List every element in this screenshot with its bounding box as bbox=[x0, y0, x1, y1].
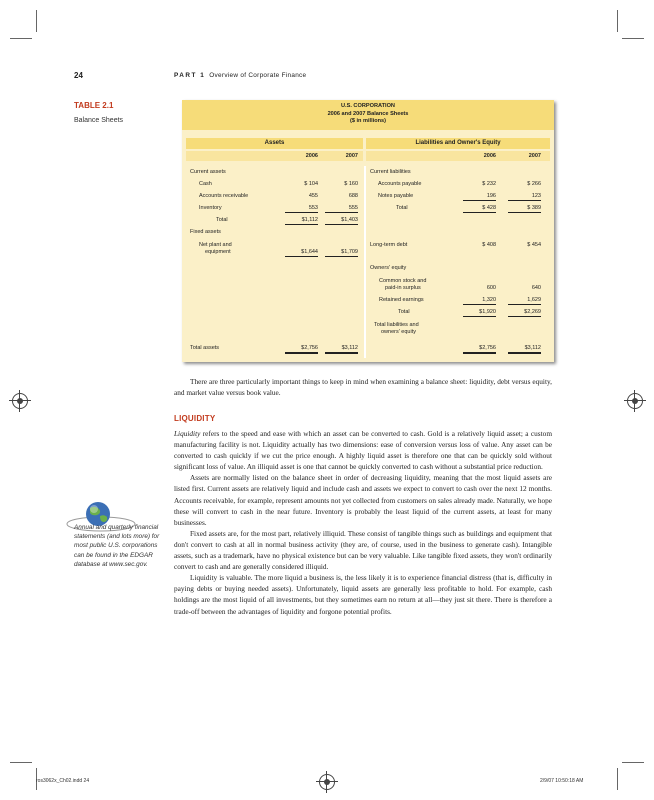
table-title-subtitle: 2006 and 2007 Balance Sheets bbox=[327, 110, 409, 117]
net-plant-label: equipment bbox=[205, 249, 231, 255]
notes-2006: 196 bbox=[463, 193, 496, 201]
term-liquidity: Liquidity bbox=[174, 429, 201, 438]
current-assets-label: Current assets bbox=[190, 169, 226, 175]
net-plant-2007: $1,709 bbox=[325, 249, 358, 257]
total-current-liabilities-label: Total bbox=[396, 205, 408, 211]
current-liabilities-label: Current liabilities bbox=[370, 169, 411, 175]
paragraph: Assets are normally listed on the balance sheet in order of decreasing liquidity, meaning that the most liquid assets are listed first. Current assets are relatively liquid and include cash and assets we expect to convert to cash over the next 12 months. Accounts receivable, for example, represent amounts not yet collected from customers on sales already made. Naturally, we hope these will convert to cash in the near future. Inventory is probably the least liquid of the current assets, at least for many businesses. bbox=[174, 473, 552, 527]
total-le-2007: $3,112 bbox=[508, 345, 541, 354]
total-le-2006: $2,756 bbox=[463, 345, 496, 354]
total-current-liabilities-2007: $ 389 bbox=[508, 205, 541, 213]
owners-equity-label: Owners' equity bbox=[370, 265, 407, 271]
net-plant-label: Net plant and bbox=[199, 242, 232, 248]
part-label: PART 1 bbox=[174, 72, 206, 79]
retained-earnings-2007: 1,629 bbox=[508, 297, 541, 305]
total-assets-2007: $3,112 bbox=[325, 345, 358, 354]
year-header: 2006 bbox=[305, 153, 318, 159]
paragraph-text: refers to the speed and ease with which an asset can be converted to cash. Gold is a relatively liquid asset; a custom manufacturing facility is not. Liquidity actually has two dimensions: ease of conversion versus loss of value. Any asset can be converted to cash quickly if we cut the price enough. A highly liquid asset is therefore one that can be quickly sold without significant loss of value. An illiquid asset is one that cannot be quickly converted to cash without a substantial price reduction. bbox=[174, 429, 552, 472]
long-term-debt-label: Long-term debt bbox=[370, 242, 408, 248]
running-head bbox=[174, 72, 306, 79]
crop-mark bbox=[622, 762, 644, 763]
crop-mark bbox=[36, 10, 37, 32]
paragraph bbox=[174, 428, 552, 472]
page-number: 24 bbox=[74, 71, 83, 80]
crop-mark bbox=[617, 768, 618, 790]
cash-label: Cash bbox=[199, 181, 212, 187]
paragraph: Fixed assets are, for the most part, relatively illiquid. These consist of tangible things such as buildings and equipment that don't convert to cash at all in normal business activity (they are, of course, used in the business to generate cash). Intangible assets, such as a trademark, have no physical existence but can be very valuable. Like tangible fixed assets, they won't ordinarily convert to cash and are generally considered illiquid. bbox=[174, 528, 552, 572]
inventory-2007: 555 bbox=[325, 205, 358, 213]
payable-2006: $ 232 bbox=[482, 181, 496, 187]
total-assets-label: Total assets bbox=[190, 345, 220, 351]
total-equity-label: Total bbox=[398, 309, 410, 315]
retained-earnings-2006: 1,320 bbox=[463, 297, 496, 305]
payable-label: Accounts payable bbox=[378, 181, 422, 187]
year-header: 2006 bbox=[483, 153, 496, 159]
long-term-debt-2006: $ 408 bbox=[482, 242, 496, 248]
total-current-assets-2006: $1,112 bbox=[285, 217, 318, 225]
total-equity-2006: $1,920 bbox=[463, 309, 496, 317]
notes-2007: 123 bbox=[508, 193, 541, 201]
receivable-2006: 455 bbox=[308, 193, 318, 199]
table-title-units: ($ in millions) bbox=[349, 118, 387, 124]
cash-2007: $ 160 bbox=[344, 181, 358, 187]
assets-header: Assets bbox=[264, 140, 285, 146]
crop-mark bbox=[10, 38, 32, 39]
liabilities-header: Liabilities and Owner's Equity bbox=[415, 140, 501, 146]
year-header: 2007 bbox=[345, 153, 358, 159]
receivable-2007: 688 bbox=[348, 193, 358, 199]
inventory-2006: 553 bbox=[285, 205, 318, 213]
registration-mark-icon bbox=[319, 774, 335, 790]
total-current-assets-label: Total bbox=[216, 217, 228, 223]
common-stock-2006: 600 bbox=[486, 285, 496, 291]
table-caption: Balance Sheets bbox=[74, 117, 124, 124]
section-heading: LIQUIDITY bbox=[174, 414, 216, 423]
crop-mark bbox=[617, 10, 618, 32]
total-current-assets-2007: $1,403 bbox=[325, 217, 358, 225]
cash-2006: $ 104 bbox=[304, 181, 318, 187]
table-title bbox=[182, 103, 554, 126]
total-le-label: owners' equity bbox=[381, 329, 416, 335]
crop-mark bbox=[10, 762, 32, 763]
margin-note: Annual and quarterly financial statements (and lots more) for most public U.S. corporations can be found in the EDGAR database at www.sec.gov. bbox=[74, 524, 160, 568]
long-term-debt-2007: $ 454 bbox=[527, 242, 541, 248]
receivable-label: Accounts receivable bbox=[199, 193, 249, 199]
table-label: TABLE 2.1 bbox=[74, 101, 114, 110]
footer-timestamp: 2/9/07 10:50:18 AM bbox=[540, 778, 584, 784]
payable-2007: $ 266 bbox=[527, 181, 541, 187]
common-stock-label: paid-in surplus bbox=[385, 285, 421, 291]
total-current-liabilities-2006: $ 428 bbox=[463, 205, 496, 213]
common-stock-2007: 640 bbox=[531, 285, 541, 291]
column-divider bbox=[364, 166, 366, 358]
total-assets-2006: $2,756 bbox=[285, 345, 318, 354]
registration-mark-icon bbox=[627, 393, 643, 409]
total-le-label: Total liabilities and bbox=[374, 322, 419, 328]
part-title: Overview of Corporate Finance bbox=[209, 72, 307, 79]
intro-paragraph: There are three particularly important things to keep in mind when examining a balance sheet: liquidity, debt versus equity, and market value versus book value. bbox=[174, 377, 552, 398]
crop-mark bbox=[622, 38, 644, 39]
table-title-company: U.S. CORPORATION bbox=[341, 103, 395, 109]
year-header: 2007 bbox=[528, 153, 541, 159]
fixed-assets-label: Fixed assets bbox=[190, 229, 221, 235]
liquidity-body bbox=[174, 428, 552, 617]
net-plant-2006: $1,644 bbox=[285, 249, 318, 257]
notes-label: Notes payable bbox=[378, 193, 414, 199]
common-stock-label: Common stock and bbox=[379, 278, 427, 284]
footer-file: ros3062x_Ch02.indd 24 bbox=[36, 778, 90, 784]
total-equity-2007: $2,269 bbox=[508, 309, 541, 317]
paragraph: Liquidity is valuable. The more liquid a business is, the less likely it is to experience financial distress (that is, difficulty in paying debts or buying needed assets). Unfortunately, liquid assets are generally less profitable to hold. For example, cash holdings are the most liquid of all investments, but they sometimes earn no return at all—they just sit there. There is therefore a trade-off between the advantages of liquidity and forgone potential profits. bbox=[174, 573, 552, 616]
registration-mark-icon bbox=[12, 393, 28, 409]
retained-earnings-label: Retained earnings bbox=[379, 297, 424, 303]
inventory-label: Inventory bbox=[199, 205, 222, 211]
